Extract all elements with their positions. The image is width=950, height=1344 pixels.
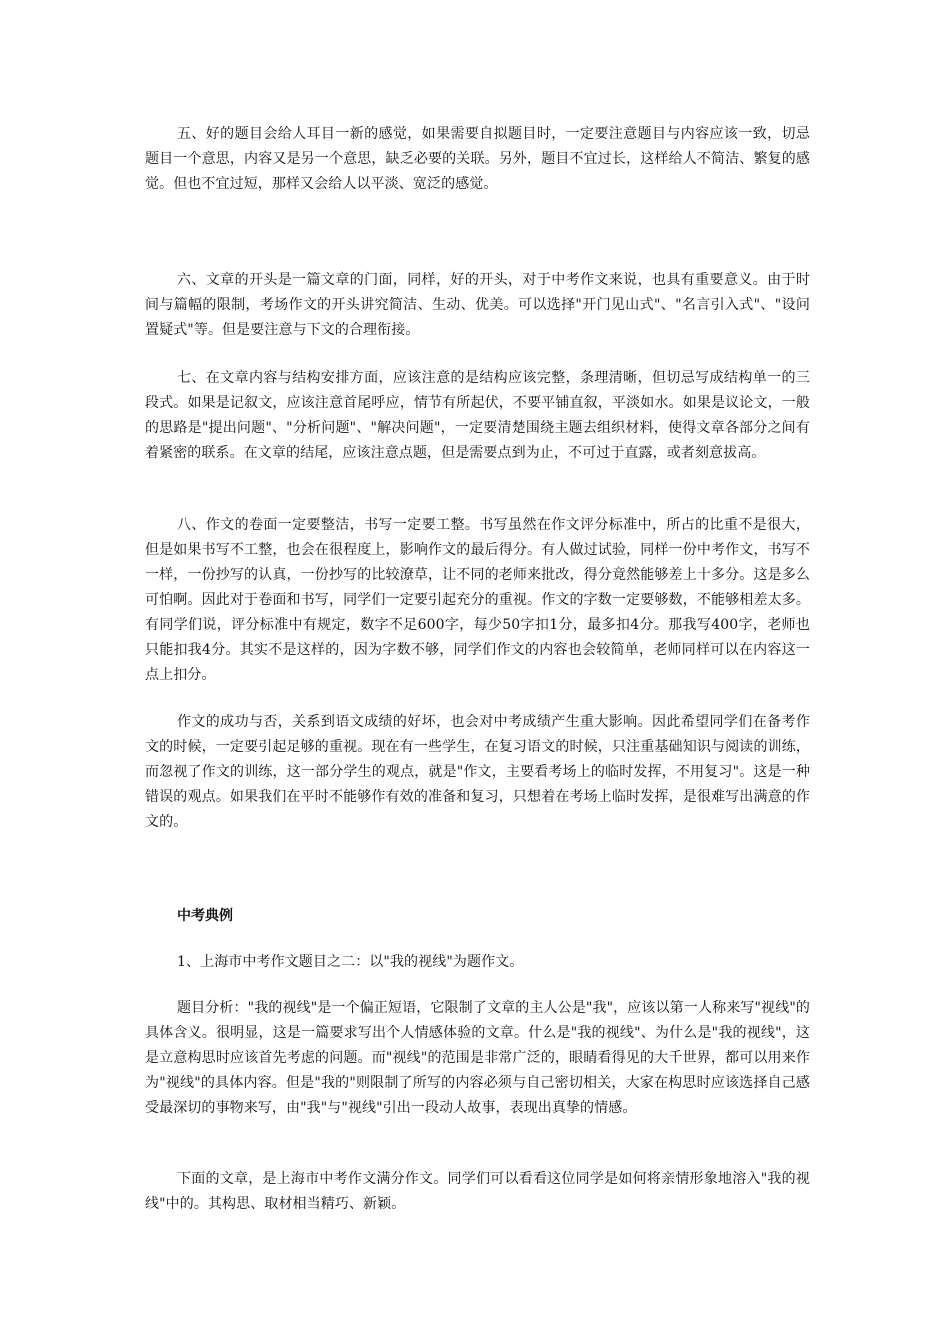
paragraph-six: 六、文章的开头是一篇文章的门面，同样，好的开头，对于中考作文来说，也具有重要意义。由于时间与篇幅的限制，考场作文的开头讲究简洁、生动、优美。可以选择"开门见山式"、"名言引入式"、"设问置疑式"等。但是要注意与下文的合理衔接。 xyxy=(145,272,810,338)
paragraph-conclusion: 作文的成功与否，关系到语文成绩的好坏，也会对中考成绩产生重大影响。因此希望同学们在备考作文的时候，一定要引起足够的重视。现在有一些学生，在复习语文的时候，只注重基础知识与阅读的训练，而忽视了作文的训练，这一部分学生的观点，就是"作文，主要看考场上的临时发挥，不用复习"。这是一种错误的观点。如果我们在平时不能够作有效的准备和复习，只想着在考场上临时发挥，是很难写出满意的作文的。 xyxy=(145,714,810,830)
paragraph-five: 五、好的题目会给人耳目一新的感觉，如果需要自拟题目时，一定要注意题目与内容应该一致，切忌题目一个意思，内容又是另一个意思，缺乏必要的关联。另外，题目不宜过长，这样给人不简洁、繁复的感觉。但也不宜过短，那样又会给人以平淡、宽泛的感觉。 xyxy=(145,126,810,192)
example-analysis: 题目分析："我的视线"是一个偏正短语，它限制了文章的主人公是"我"，应该以第一人称来写"视线"的具体含义。很明显，这是一篇要求写出个人情感体验的文章。什么是"我的视线"、为什么是"我的视线"，这是立意构思时应该首先考虑的问题。而"视线"的范围是非常广泛的，眼睛看得见的大千世界，都可以用来作为"视线"的具体内容。但是"我的"则限制了所写的内容必须与自己密切相关，大家在构思时应该选择自己感受最深切的事物来写，由"我"与"视线"引出一段动人故事，表现出真挚的情感。 xyxy=(145,1000,810,1116)
example-title: 1、上海市中考作文题目之二：以"我的视线"为题作文。 xyxy=(177,954,524,970)
example-intro: 下面的文章，是上海市中考作文满分作文。同学们可以看看这位同学是如何将亲情形象地溶入"我的视线"中的。其构思、取材相当精巧、新颖。 xyxy=(145,1171,810,1212)
section-heading: 中考典例 xyxy=(177,908,233,924)
paragraph-eight: 八、作文的卷面一定要整洁，书写一定要工整。书写虽然在作文评分标准中，所占的比重不是很大，但是如果书写不工整，也会在很程度上，影响作文的最后得分。有人做过试验，同样一份中考作文，书写不一样，一份抄写的认真，一份抄写的比较潦草，让不同的老师来批改，得分竟然能够差上十多分。这是多么可怕啊。因此对于卷面和书写，同学们一定要引起充分的重视。作文的字数一定要够数，不能够相差太多。有同学们说，评分标准中有规定，数字不足600字，每少50字扣1分，最多扣4分。那我写400字，老师也只能扣我4分。其实不是这样的，因为字数不够，同学们作文的内容也会较简单，老师同样可以在内容这一点上扣分。 xyxy=(145,517,810,683)
paragraph-seven: 七、在文章内容与结构安排方面，应该注意的是结构应该完整，条理清晰，但切忌写成结构单一的三段式。如果是记叙文，应该注意首尾呼应，情节有所起伏，不要平铺直叙，平淡如水。如果是议论文，一般的思路是"提出问题"、"分析问题"、"解决问题"，一定要清楚围绕主题去组织材料，使得文章各部分之间有着紧密的联系。在文章的结尾，应该注意点题，但是需要点到为止，不可过于直露，或者刻意拔高。 xyxy=(145,370,810,461)
